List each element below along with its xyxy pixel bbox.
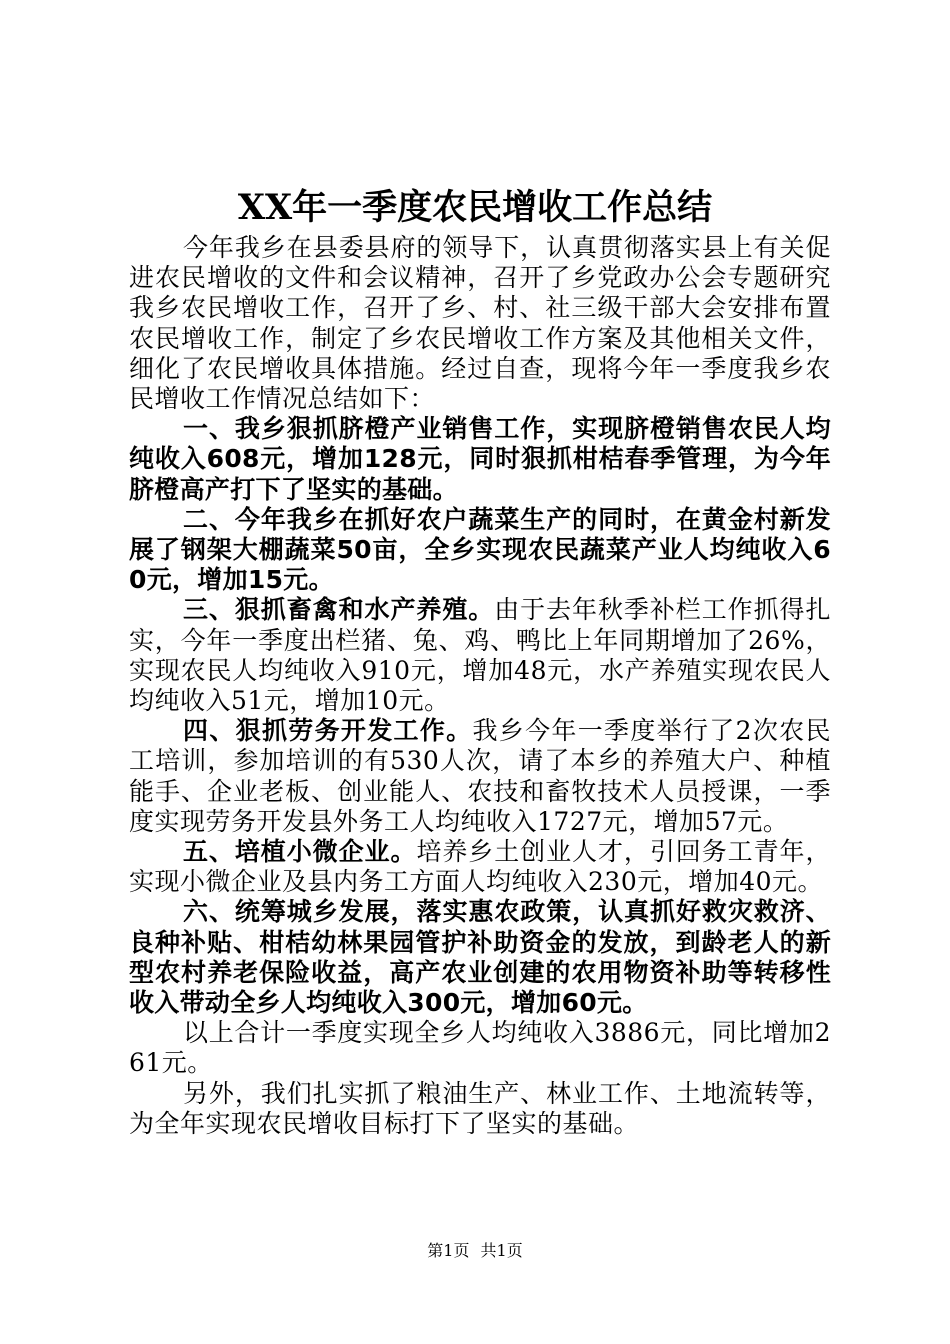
paragraph-policy: 六、统筹城乡发展，落实惠农政策，认真抓好救灾救济、良种补贴、柑桔幼林果园管护补助资金的发放，到龄老人的新型农村养老保险收益，高产农业创建的农用物资补助等转移性收入带动全乡人均纯收入300元，增加60元。 — [129, 897, 831, 1018]
paragraph-intro: 今年我乡在县委县府的领导下，认真贯彻落实县上有关促进农民增收的文件和会议精神，召开了乡党政办公会专题研究我乡农民增收工作，召开了乡、村、社三级干部大会安排布置农民增收工作，制定了乡农民增收工作方案及其他相关文件，细化了农民增收具体措施。经过自查，现将今年一季度我乡农民增收工作情况总结如下： — [129, 233, 831, 414]
paragraph-vegetables: 二、今年我乡在抓好农户蔬菜生产的同时，在黄金村新发展了钢架大棚蔬菜50亩，全乡实现农民蔬菜产业人均纯收入60元，增加15元。 — [129, 504, 831, 595]
paragraph-labor-heading: 四、狠抓劳务开发工作。 — [183, 716, 473, 746]
paragraph-small-enterprises-heading: 五、培植小微企业。 — [183, 837, 417, 867]
paragraph-livestock — [129, 595, 831, 716]
paragraph-labor — [129, 716, 831, 837]
paragraph-total: 以上合计一季度实现全乡人均纯收入3886元，同比增加261元。 — [129, 1018, 831, 1078]
paragraph-closing: 另外，我们扎实抓了粮油生产、林业工作、土地流转等，为全年实现农民增收目标打下了坚实的基础。 — [129, 1078, 831, 1138]
page-footer — [0, 1240, 950, 1262]
document-title: XX年一季度农民增收工作总结 — [237, 187, 713, 228]
paragraph-navel-orange: 一、我乡狠抓脐橙产业销售工作，实现脐橙销售农民人均纯收入608元，增加128元，同时狠抓柑桔春季管理，为今年脐橙高产打下了坚实的基础。 — [129, 414, 831, 504]
paragraph-small-enterprises — [129, 837, 831, 897]
paragraph-livestock-text: 由于去年秋季补栏工作抓得扎实，今年一季度出栏猪、兔、鸡、鸭比上年同期增加了26%，实现农民人均纯收入910元，增加48元，水产养殖实现农民人均纯收入51元，增加10元。 — [129, 595, 831, 716]
paragraph-livestock-heading: 三、狠抓畜禽和水产养殖。 — [183, 595, 495, 625]
paragraph-small-enterprises-text: 培养乡土创业人才，引回务工青年，实现小微企业及县内务工方面人均纯收入230元，增加40元。 — [129, 837, 831, 897]
page-number: 第1页 — [427, 1241, 470, 1260]
document-body — [129, 233, 831, 1139]
paragraph-labor-text: 我乡今年一季度举行了2次农民工培训，参加培训的有530人次，请了本乡的养殖大户、种植能手、企业老板、创业能人、农技和畜牧技术人员授课，一季度实现劳务开发县外务工人均纯收入1727元，增加57元。 — [129, 716, 831, 836]
page-total: 共1页 — [480, 1241, 523, 1260]
